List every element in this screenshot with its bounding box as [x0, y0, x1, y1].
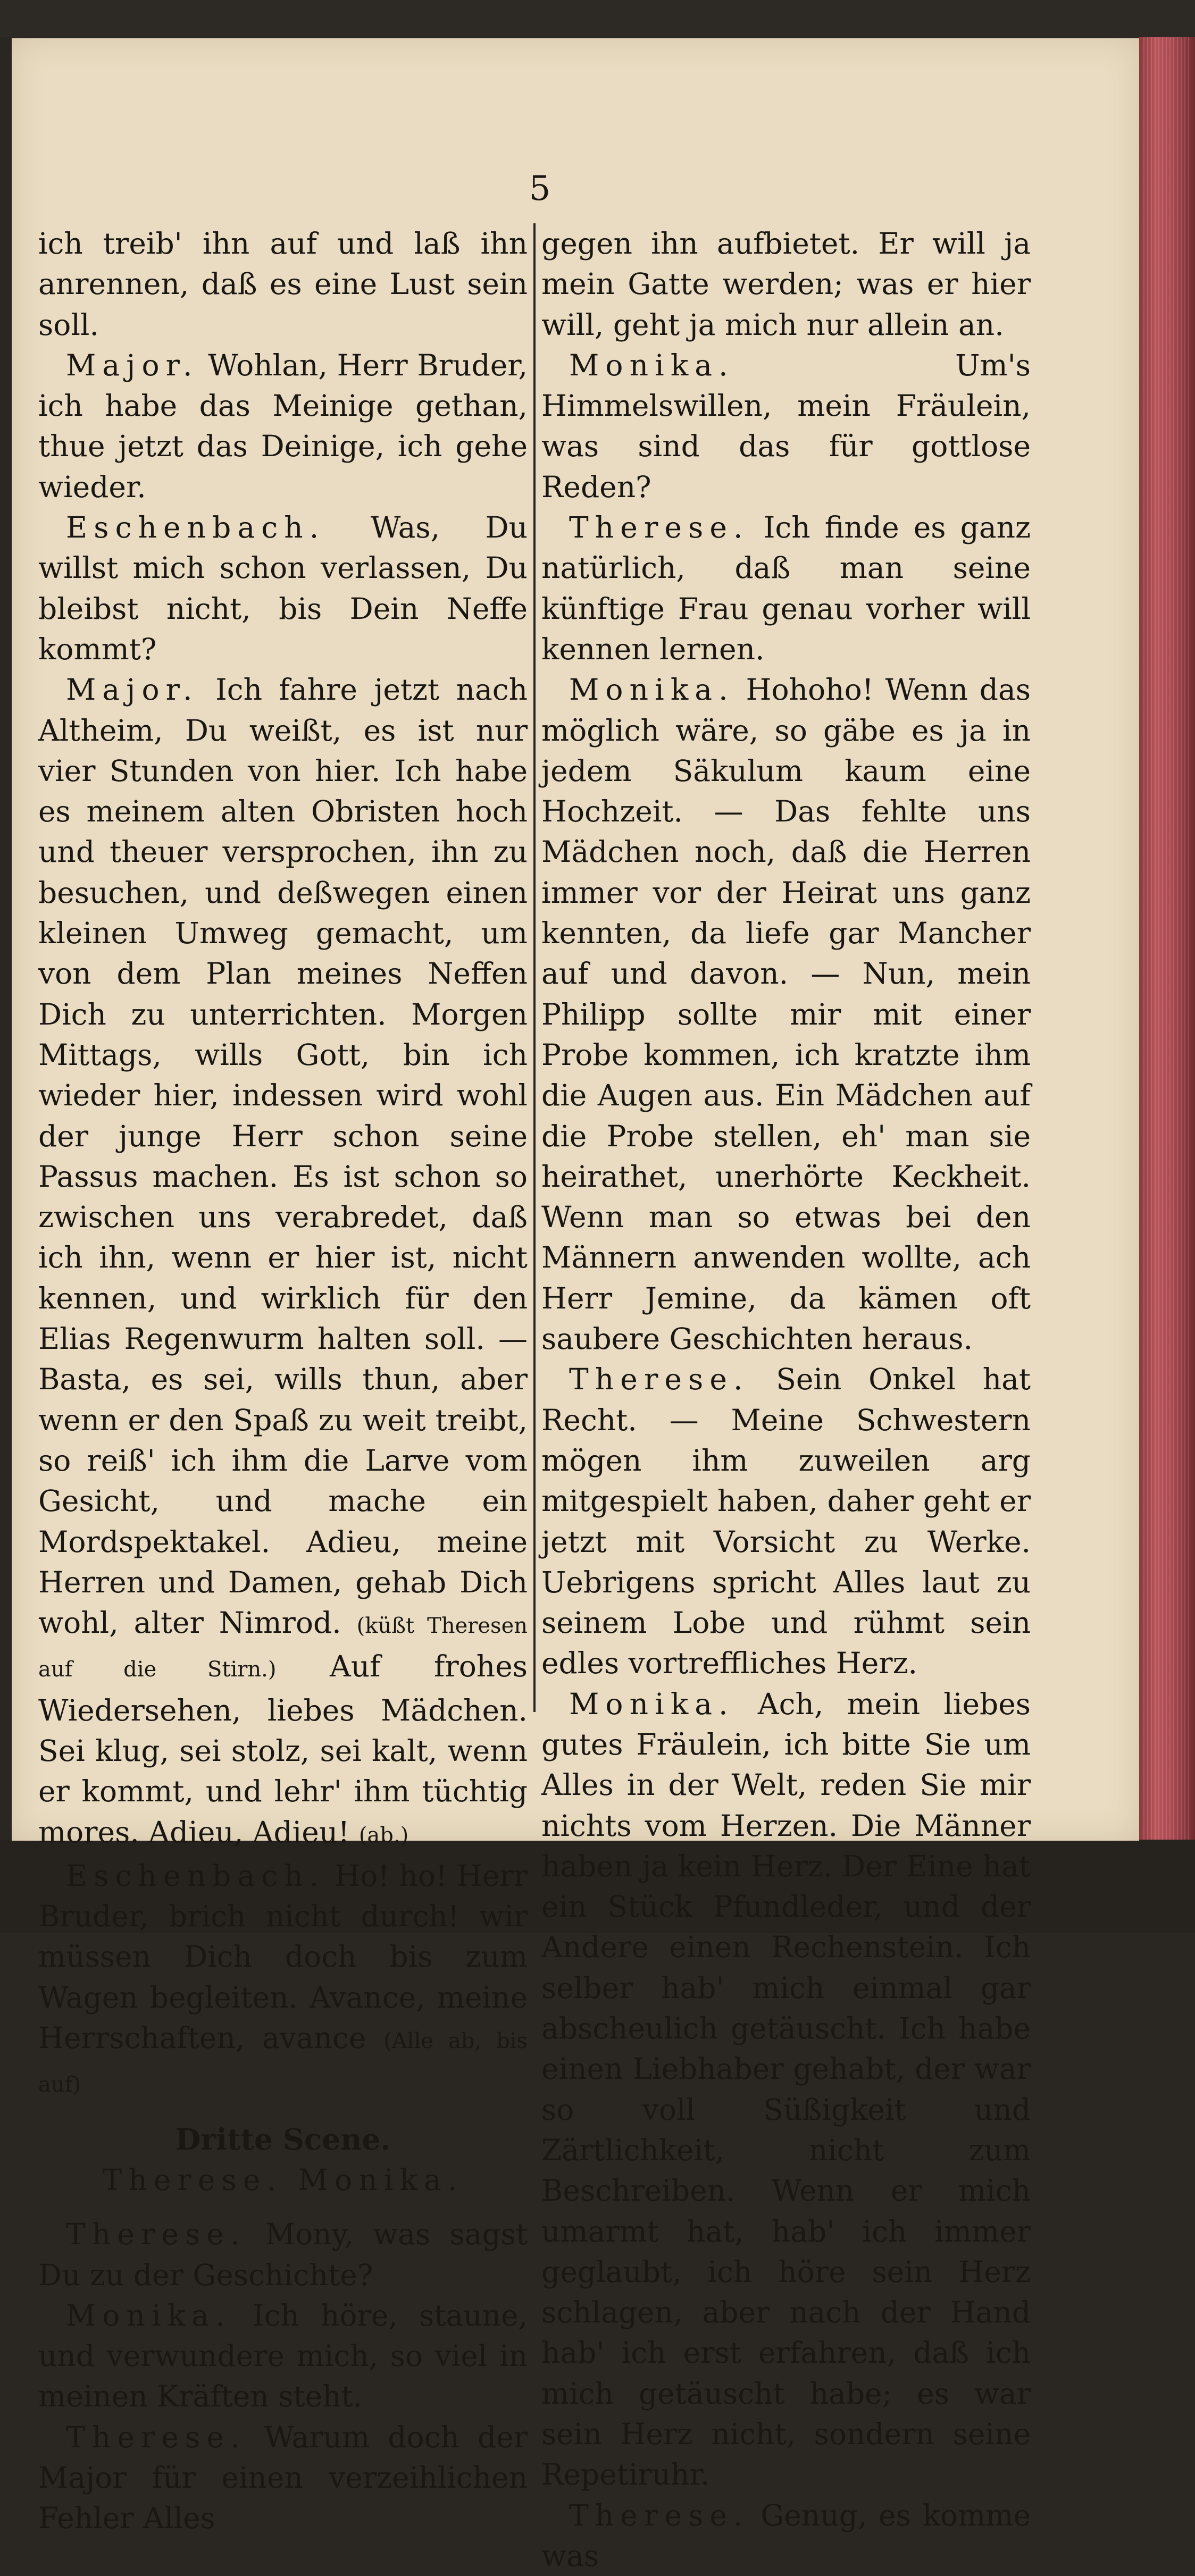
dialogue-paragraph: Therese. Ich finde es ganz natürlich, daß man seine künftige Frau genau vorher will kennen lernen.	[541, 510, 1031, 666]
scan-background-top	[0, 0, 1195, 37]
paragraph: ich treib' ihn auf und laß ihn anrennen, daß es eine Lust sein soll.	[38, 226, 528, 342]
dialogue-paragraph: Eschenbach. Was, Du willst mich schon verlassen, Du bleibst nicht, bis Dein Neffe kommt?	[38, 510, 528, 666]
dialogue-paragraph: Therese. Mony, was sagst Du zu der Geschichte?	[38, 2217, 528, 2292]
speaker-name: Monika.	[66, 2298, 231, 2332]
speaker-name: Major.	[66, 673, 199, 707]
dialogue-paragraph: Monika. Hohoho! Wenn das möglich wäre, so gäbe es ja in jedem Säkulum kaum eine Hochzeit. — Das fehlte uns Mädchen noch, daß die Herren immer vor der Heirat uns ganz kennten, da liefe gar Mancher auf und davon. — Nun, mein Philipp sollte mir mit einer Probe kommen, ich kratzte ihm die Augen aus. Ein Mädchen auf die Probe stellen, eh' man sie heirathet, unerhörte Keckheit. Wenn man so etwas bei den Männern anwenden wollte, ach Herr Jemine, da kämen oft saubere Geschichten heraus.	[541, 673, 1031, 1356]
right-column	[541, 223, 1031, 2576]
dialogue-paragraph: Therese. Warum doch der Major für einen verzeihlichen Fehler Alles	[38, 2420, 528, 2536]
speaker-name: Therese.	[569, 510, 749, 545]
scene-persons: Therese. Monika.	[102, 2162, 464, 2197]
speaker-name: Monika.	[569, 348, 734, 382]
stage-direction: (Alle ab, bis auf)	[38, 2029, 528, 2097]
left-column	[38, 223, 528, 2539]
speaker-name: Therese.	[66, 2420, 246, 2454]
page-number: 5	[529, 169, 551, 208]
paragraph: gegen ihn aufbietet. Er will ja mein Gatte werden; was er hier will, geht ja mich nur allein an.	[541, 226, 1031, 342]
dialogue-paragraph: Monika. Ach, mein liebes gutes Fräulein, ich bitte Sie um Alles in der Welt, reden Sie mir nichts vom Herzen. Die Männer haben ja kein Herz. Der Eine hat ein Stück Pfundleder, und der Andere einen Rechenstein. Ich selber hab' mich einmal gar abscheulich getäuscht. Ich habe einen Liebhaber gehabt, der war so voll Süßigkeit und Zärtlichkeit, nicht zum Beschreiben. Wenn er mich umarmt hat, hab' ich immer geglaubt, ich höre sein Herz schlagen, aber nach der Hand hab' ich erst erfahren, daß ich mich getäuscht habe; es war sein Herz nicht, sondern seine Repetiruhr.	[541, 1686, 1031, 2492]
dialogue-paragraph: Monika. Ich höre, staune, und verwundere mich, so viel in meinen Kräften steht.	[38, 2298, 528, 2414]
speaker-name: Therese.	[569, 1362, 749, 1397]
speaker-name: Eschenbach.	[66, 510, 325, 545]
column-divider	[533, 223, 536, 1712]
dialogue-paragraph: Major. Wohlan, Herr Bruder, ich habe das Meinige gethan, thue jetzt das Deinige, ich gehe wieder.	[38, 348, 528, 504]
dialogue-paragraph: Eschenbach. Ho! ho! Herr Bruder, brich nicht durch! wir müssen Dich doch bis zum Wagen begleiten. Avance, meine Herrschaften, avance (Alle ab, bis auf)	[38, 1858, 528, 2097]
speaker-name: Monika.	[569, 1686, 734, 1721]
book-edge-page-lines	[1143, 37, 1191, 1840]
dialogue-paragraph: Major. Ich fahre jetzt nach Altheim, Du weißt, es ist nur vier Stunden von hier. Ich habe es meinem alten Obristen hoch und theuer versprochen, ihn zu besuchen, und deßwegen einen kleinen Umweg gemacht, um von dem Plan meines Neffen Dich zu unterrichten. Morgen Mittags, wills Gott, bin ich wieder hier, indessen wird wohl der junge Herr schon seine Passus machen. Es ist schon so zwischen uns verabredet, daß ich ihn, wenn er hier ist, nicht kennen, und wirklich für den Elias Regenwurm halten soll. — Basta, es sei, wills thun, aber wenn er den Spaß zu weit treibt, so reiß' ich ihm die Larve vom Gesicht, und mache ein Mordspektakel. Adieu, meine Herren und Damen, gehab Dich wohl, alter Nimrod. (küßt Theresen auf die Stirn.) Auf frohes Wiedersehen, liebes Mädchen. Sei klug, sei stolz, sei kalt, wenn er kommt, und lehr' ihm tüchtig mores. Adieu, Adieu! (ab.)	[38, 673, 528, 1849]
speaker-name: Therese.	[66, 2217, 246, 2252]
dialogue-paragraph: Therese. Sein Onkel hat Recht. — Meine Schwestern mögen ihm zuweilen arg mitgespielt haben, daher geht er jetzt mit Vorsicht zu Werke. Uebrigens spricht Alles laut zu seinem Lobe und rühmt sein edles vortreffliches Herz.	[541, 1362, 1031, 1681]
dialogue-paragraph: Therese. Genug, es komme was	[541, 2498, 1031, 2573]
stage-direction: (küßt Theresen auf die Stirn.)	[38, 1614, 528, 1682]
dialogue-paragraph: Monika. Um's Himmelswillen, mein Fräulein, was sind das für gottlose Reden?	[541, 348, 1031, 504]
speaker-name: Eschenbach.	[66, 1858, 325, 1893]
scene-heading: Dritte Scene.	[175, 2121, 391, 2157]
speaker-name: Major.	[66, 348, 199, 382]
speaker-name: Monika.	[569, 673, 734, 707]
speaker-name: Therese.	[569, 2498, 749, 2532]
stage-direction: (ab.)	[358, 1823, 409, 1848]
